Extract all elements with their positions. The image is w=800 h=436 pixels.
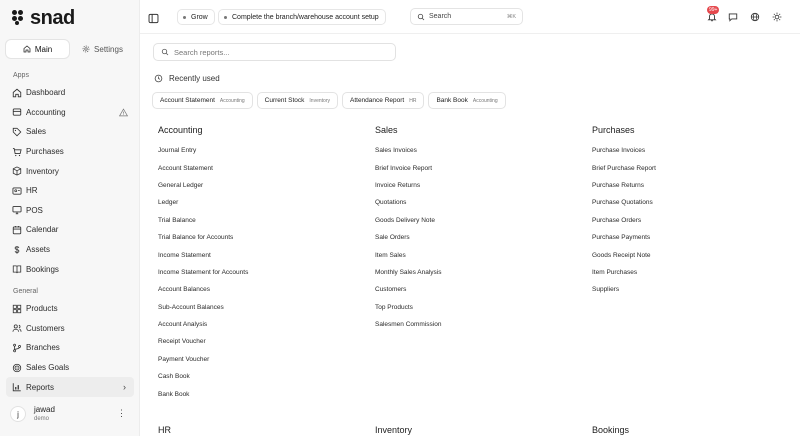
sidebar-item-label: Sales Goals [26, 363, 70, 373]
chevron-right-icon: › [123, 382, 126, 393]
sidebar-item-label: Assets [26, 245, 51, 255]
report-link[interactable]: Trial Balance for Accounts [158, 234, 234, 242]
globe-icon[interactable] [749, 11, 761, 23]
recent-report-tag: Inventory [309, 97, 330, 104]
report-link[interactable]: Brief Invoice Report [375, 164, 433, 172]
sidebar-item-label: Purchases [26, 147, 64, 157]
sidebar-item-label: Reports [26, 382, 55, 392]
recent-report-chip[interactable] [428, 92, 505, 109]
branches-icon [12, 343, 22, 353]
sidebar-item-calendar[interactable] [6, 220, 134, 240]
report-link[interactable]: Income Statement [158, 251, 211, 259]
accounting-icon [12, 107, 22, 117]
home-icon [12, 88, 22, 98]
report-link[interactable]: Sales Invoices [375, 147, 417, 155]
report-link[interactable]: Quotations [375, 199, 407, 207]
tag-icon [12, 127, 22, 137]
report-link[interactable]: General Ledger [158, 181, 204, 189]
report-link[interactable]: Account Statement [158, 164, 213, 172]
report-link[interactable]: Purchase Orders [592, 216, 642, 224]
setup-task-button[interactable] [218, 9, 386, 25]
calendar-icon [12, 225, 22, 235]
sidebar-item-label: Calendar [26, 225, 59, 235]
report-link[interactable]: Journal Entry [158, 147, 197, 155]
logo-mark-icon [12, 10, 28, 26]
book-icon [12, 264, 22, 274]
warning-icon [119, 108, 128, 119]
recent-report-chip[interactable] [152, 92, 253, 109]
sidebar-item-assets[interactable] [6, 240, 134, 260]
grow-label: Grow [191, 13, 208, 21]
search-icon [417, 13, 425, 21]
sidebar-item-dashboard[interactable] [6, 83, 134, 103]
report-category-sales [375, 125, 585, 333]
reports-search-placeholder: Search reports... [174, 47, 230, 57]
report-link[interactable]: Invoice Returns [375, 181, 421, 189]
sidebar-item-sales[interactable] [6, 122, 134, 142]
report-link[interactable]: Purchase Returns [592, 181, 645, 189]
sidebar-item-customers[interactable] [6, 319, 134, 339]
report-link[interactable]: Account Balances [158, 286, 211, 294]
monitor-icon [12, 205, 22, 215]
report-link[interactable]: Receipt Voucher [158, 338, 206, 346]
sidebar-mode-switch [6, 40, 134, 58]
report-link[interactable]: Item Purchases [592, 268, 638, 276]
sidebar [0, 0, 140, 436]
users-icon [12, 323, 22, 333]
recent-report-chip[interactable] [257, 92, 338, 109]
status-dot-icon [224, 16, 227, 19]
report-category-title: Sales [375, 125, 398, 135]
sidebar-item-pos[interactable] [6, 201, 134, 221]
sidebar-item-branches[interactable] [6, 338, 134, 358]
report-link[interactable]: Purchase Payments [592, 234, 651, 242]
sidebar-item-accounting[interactable] [6, 103, 134, 123]
report-link[interactable]: Monthly Sales Analysis [375, 268, 442, 276]
sidebar-toggle-icon[interactable] [148, 11, 159, 29]
report-link[interactable]: Purchase Quotations [592, 199, 653, 207]
package-icon [12, 166, 22, 176]
brand-name: snad [30, 7, 75, 29]
report-link[interactable]: Bank Book [158, 390, 190, 398]
global-search-input[interactable] [410, 8, 523, 25]
recent-report-label: Account Statement [160, 97, 215, 104]
sidebar-item-purchases[interactable] [6, 142, 134, 162]
more-vertical-icon[interactable]: ⋮ [117, 408, 126, 418]
apps-section-title: Apps [13, 72, 29, 79]
grow-button[interactable] [177, 9, 215, 25]
report-category-title: Accounting [158, 125, 203, 135]
sidebar-item-label: Branches [26, 343, 60, 353]
reports-page [140, 34, 800, 436]
gear-icon [82, 45, 90, 53]
notification-badge: 99+ [709, 7, 718, 13]
sidebar-item-reports[interactable] [6, 377, 134, 397]
sidebar-item-label: Products [26, 304, 58, 314]
recent-report-label: Current Stock [264, 97, 305, 104]
report-category-title: Inventory [375, 425, 413, 435]
recent-report-label: Attendance Report [350, 97, 405, 104]
target-icon [12, 363, 22, 373]
recent-report-chip[interactable] [342, 92, 424, 109]
sidebar-item-label: Inventory [26, 166, 59, 176]
report-link[interactable]: Sale Orders [375, 234, 410, 242]
tab-settings[interactable] [71, 40, 134, 58]
recent-report-tag: Accounting [472, 97, 498, 104]
sidebar-item-label: Dashboard [26, 88, 66, 98]
report-link[interactable]: Suppliers [592, 286, 620, 294]
id-card-icon [12, 186, 22, 196]
chart-icon [12, 382, 22, 392]
sidebar-item-sales-goals[interactable] [6, 358, 134, 378]
sidebar-item-inventory[interactable] [6, 161, 134, 181]
sidebar-item-label: HR [26, 186, 38, 196]
search-icon [161, 48, 169, 56]
report-link[interactable]: Account Analysis [158, 321, 208, 329]
tab-main[interactable] [6, 40, 69, 58]
general-section-title: General [13, 288, 38, 295]
cart-icon [12, 147, 22, 157]
status-dot-icon [183, 16, 186, 19]
search-shortcut: ⌘K [506, 13, 516, 20]
recent-report-tag: HR [409, 97, 417, 104]
report-link[interactable]: Trial Balance [158, 216, 196, 224]
recent-report-tag: Accounting [219, 97, 245, 104]
report-link[interactable]: Brief Purchase Report [592, 164, 656, 172]
sidebar-item-bookings[interactable] [6, 259, 134, 279]
report-link[interactable]: Cash Book [158, 373, 190, 381]
sidebar-item-hr[interactable] [6, 181, 134, 201]
sidebar-item-label: POS [26, 205, 43, 215]
recent-report-label: Bank Book [436, 97, 468, 104]
assets-icon [12, 245, 22, 255]
tab-main-label: Main [34, 44, 53, 54]
report-link[interactable]: Ledger [158, 199, 179, 207]
setup-task-label: Complete the branch/warehouse account setup [232, 13, 379, 21]
report-category-purchases [592, 125, 800, 299]
brand-logo[interactable] [12, 8, 75, 28]
report-category-accounting [158, 125, 368, 403]
home-icon [23, 45, 31, 53]
sun-icon[interactable] [771, 11, 783, 23]
report-category-title: Bookings [592, 425, 630, 435]
reports-search-input[interactable] [153, 43, 396, 61]
recently-used-title: Recently used [169, 74, 220, 83]
report-link[interactable]: Purchase Invoices [592, 147, 646, 155]
report-category-title: Purchases [592, 125, 635, 135]
sidebar-item-label: Sales [26, 127, 47, 137]
user-menu[interactable] [6, 400, 134, 428]
chat-icon[interactable] [727, 11, 739, 23]
topbar [140, 0, 800, 34]
global-search-placeholder: Search [429, 13, 452, 20]
tab-settings-label: Settings [94, 44, 123, 54]
report-category-title: HR [158, 425, 171, 435]
grid-icon [12, 304, 22, 314]
report-link[interactable]: Salesmen Commission [375, 321, 442, 329]
sidebar-item-label: Bookings [26, 264, 59, 274]
user-name: jawad [34, 405, 55, 414]
avatar: j [10, 406, 26, 422]
apps-nav [6, 83, 134, 279]
sidebar-item-label: Customers [26, 323, 65, 333]
report-link[interactable]: Goods Delivery Note [375, 216, 435, 224]
report-link[interactable]: Item Sales [375, 251, 406, 259]
report-link[interactable]: Top Products [375, 303, 413, 311]
recent-reports [152, 92, 506, 109]
recently-used-heading [154, 74, 220, 83]
sidebar-item-products[interactable] [6, 299, 134, 319]
sidebar-item-label: Accounting [26, 107, 66, 117]
general-nav [6, 299, 134, 397]
user-role: demo [34, 416, 50, 422]
report-link[interactable]: Income Statement for Accounts [158, 268, 249, 276]
report-link[interactable]: Sub-Account Balances [158, 303, 224, 311]
report-link[interactable]: Payment Voucher [158, 355, 210, 363]
report-link[interactable]: Customers [375, 286, 407, 294]
report-link[interactable]: Goods Receipt Note [592, 251, 651, 259]
clock-icon [154, 74, 163, 83]
